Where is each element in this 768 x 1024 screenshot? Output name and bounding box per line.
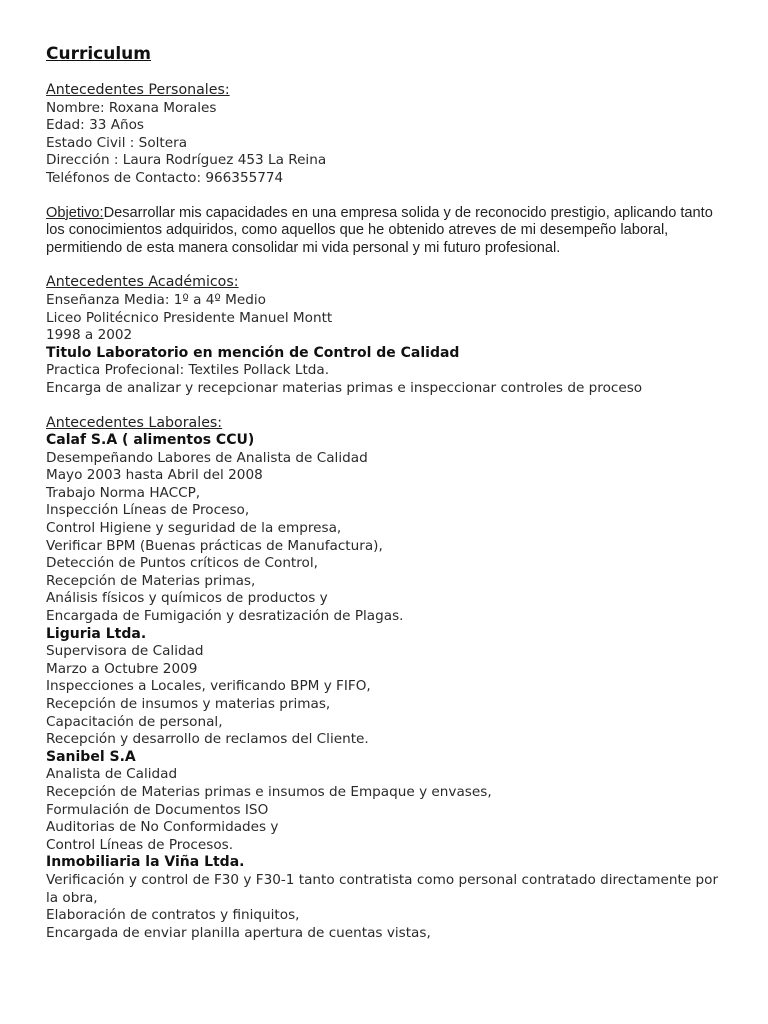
job-line: Capacitación de personal, bbox=[46, 713, 223, 730]
job-line: Formulación de Documentos ISO bbox=[46, 801, 269, 818]
document-title: Curriculum bbox=[46, 44, 151, 64]
job-line: Recepción de insumos y materias primas, bbox=[46, 696, 331, 712]
job-line: Encargada de Fumigación y desratización de Plagas. bbox=[46, 608, 404, 625]
job-line: Verificar BPM (Buenas prácticas de Manufactura), bbox=[46, 537, 383, 554]
labor-heading: Antecedentes Laborales: bbox=[46, 414, 223, 431]
job-line: Inspecciones a Locales, verificando BPM y FIFO, bbox=[46, 678, 371, 695]
job-line: Desempeñando Labores de Analista de Calidad bbox=[46, 449, 368, 466]
job-company: Liguria Ltda. bbox=[46, 625, 147, 642]
objective-line-1 bbox=[46, 205, 726, 223]
job-line: Trabajo Norma HACCP, bbox=[46, 484, 201, 501]
objective-line-3: permitiendo de esta manera consolidar mi vida personal y mi futuro profesional. bbox=[46, 239, 561, 256]
job-line: Recepción de Materias primas e insumos de Empaque y envases, bbox=[46, 783, 492, 800]
job-line: Auditorias de No Conformidades y bbox=[46, 819, 279, 836]
resume-document bbox=[46, 42, 736, 959]
objective-line-2: los conocimientos adquiridos, como aquellos que he obtenido atreves de mi desempeño laboral, bbox=[46, 222, 669, 239]
job-line: Recepción de Materias primas, bbox=[46, 572, 256, 589]
job-line: Análisis físicos y químicos de productos y bbox=[46, 590, 328, 607]
job-line: Analista de Calidad bbox=[46, 766, 178, 783]
job-line: Control Líneas de Procesos. bbox=[46, 836, 234, 853]
job-line: Inspección Líneas de Proceso, bbox=[46, 502, 250, 519]
academic-school: Liceo Politécnico Presidente Manuel Montt bbox=[46, 309, 333, 326]
job-line: Control Higiene y seguridad de la empresa, bbox=[46, 520, 342, 537]
personal-age: Edad: 33 Años bbox=[46, 117, 145, 134]
job-line: Detección de Puntos críticos de Control, bbox=[46, 555, 318, 572]
academic-internship-duties: Encarga de analizar y recepcionar materias primas e inspeccionar controles de proceso bbox=[46, 379, 643, 396]
personal-address: Dirección : Laura Rodríguez 453 La Reina bbox=[46, 152, 327, 169]
academic-degree: Titulo Laboratorio en mención de Control de Calidad bbox=[46, 344, 460, 361]
job-line: Recepción y desarrollo de reclamos del Cliente. bbox=[46, 731, 369, 748]
job-company: Calaf S.A ( alimentos CCU) bbox=[46, 432, 255, 449]
job-company: Sanibel S.A bbox=[46, 748, 136, 765]
academic-level: Enseñanza Media: 1º a 4º Medio bbox=[46, 291, 266, 308]
academic-heading: Antecedentes Académicos: bbox=[46, 274, 239, 291]
job-line: Mayo 2003 hasta Abril del 2008 bbox=[46, 467, 263, 484]
personal-civil-status: Estado Civil : Soltera bbox=[46, 134, 188, 151]
personal-phone: Teléfonos de Contacto: 966355774 bbox=[46, 169, 284, 186]
job-line: Marzo a Octubre 2009 bbox=[46, 660, 198, 677]
job-company: Inmobiliaria la Viña Ltda. bbox=[46, 854, 245, 871]
objective-section bbox=[46, 205, 736, 258]
objective-text-1: Desarrollar mis capacidades en una empresa solida y de reconocido prestigio, aplicando tanto bbox=[103, 204, 713, 221]
job-line: Encargada de enviar planilla apertura de cuentas vistas, bbox=[46, 924, 431, 941]
academic-section bbox=[46, 274, 736, 397]
personal-heading: Antecedentes Personales: bbox=[46, 82, 230, 98]
objective-label: Objetivo: bbox=[46, 204, 104, 221]
academic-internship: Practica Profecional: Textiles Pollack Ltda. bbox=[46, 362, 330, 379]
job-line: Supervisora de Calidad bbox=[46, 643, 204, 660]
labor-section bbox=[46, 415, 736, 943]
personal-name: Nombre: Roxana Morales bbox=[46, 99, 217, 116]
job-line: Verificación y control de F30 y F30-1 tanto contratista como personal contratado directamente por la obra, bbox=[46, 871, 719, 906]
personal-section bbox=[46, 82, 736, 188]
job-line: Elaboración de contratos y finiquitos, bbox=[46, 907, 300, 924]
academic-years: 1998 a 2002 bbox=[46, 327, 133, 344]
